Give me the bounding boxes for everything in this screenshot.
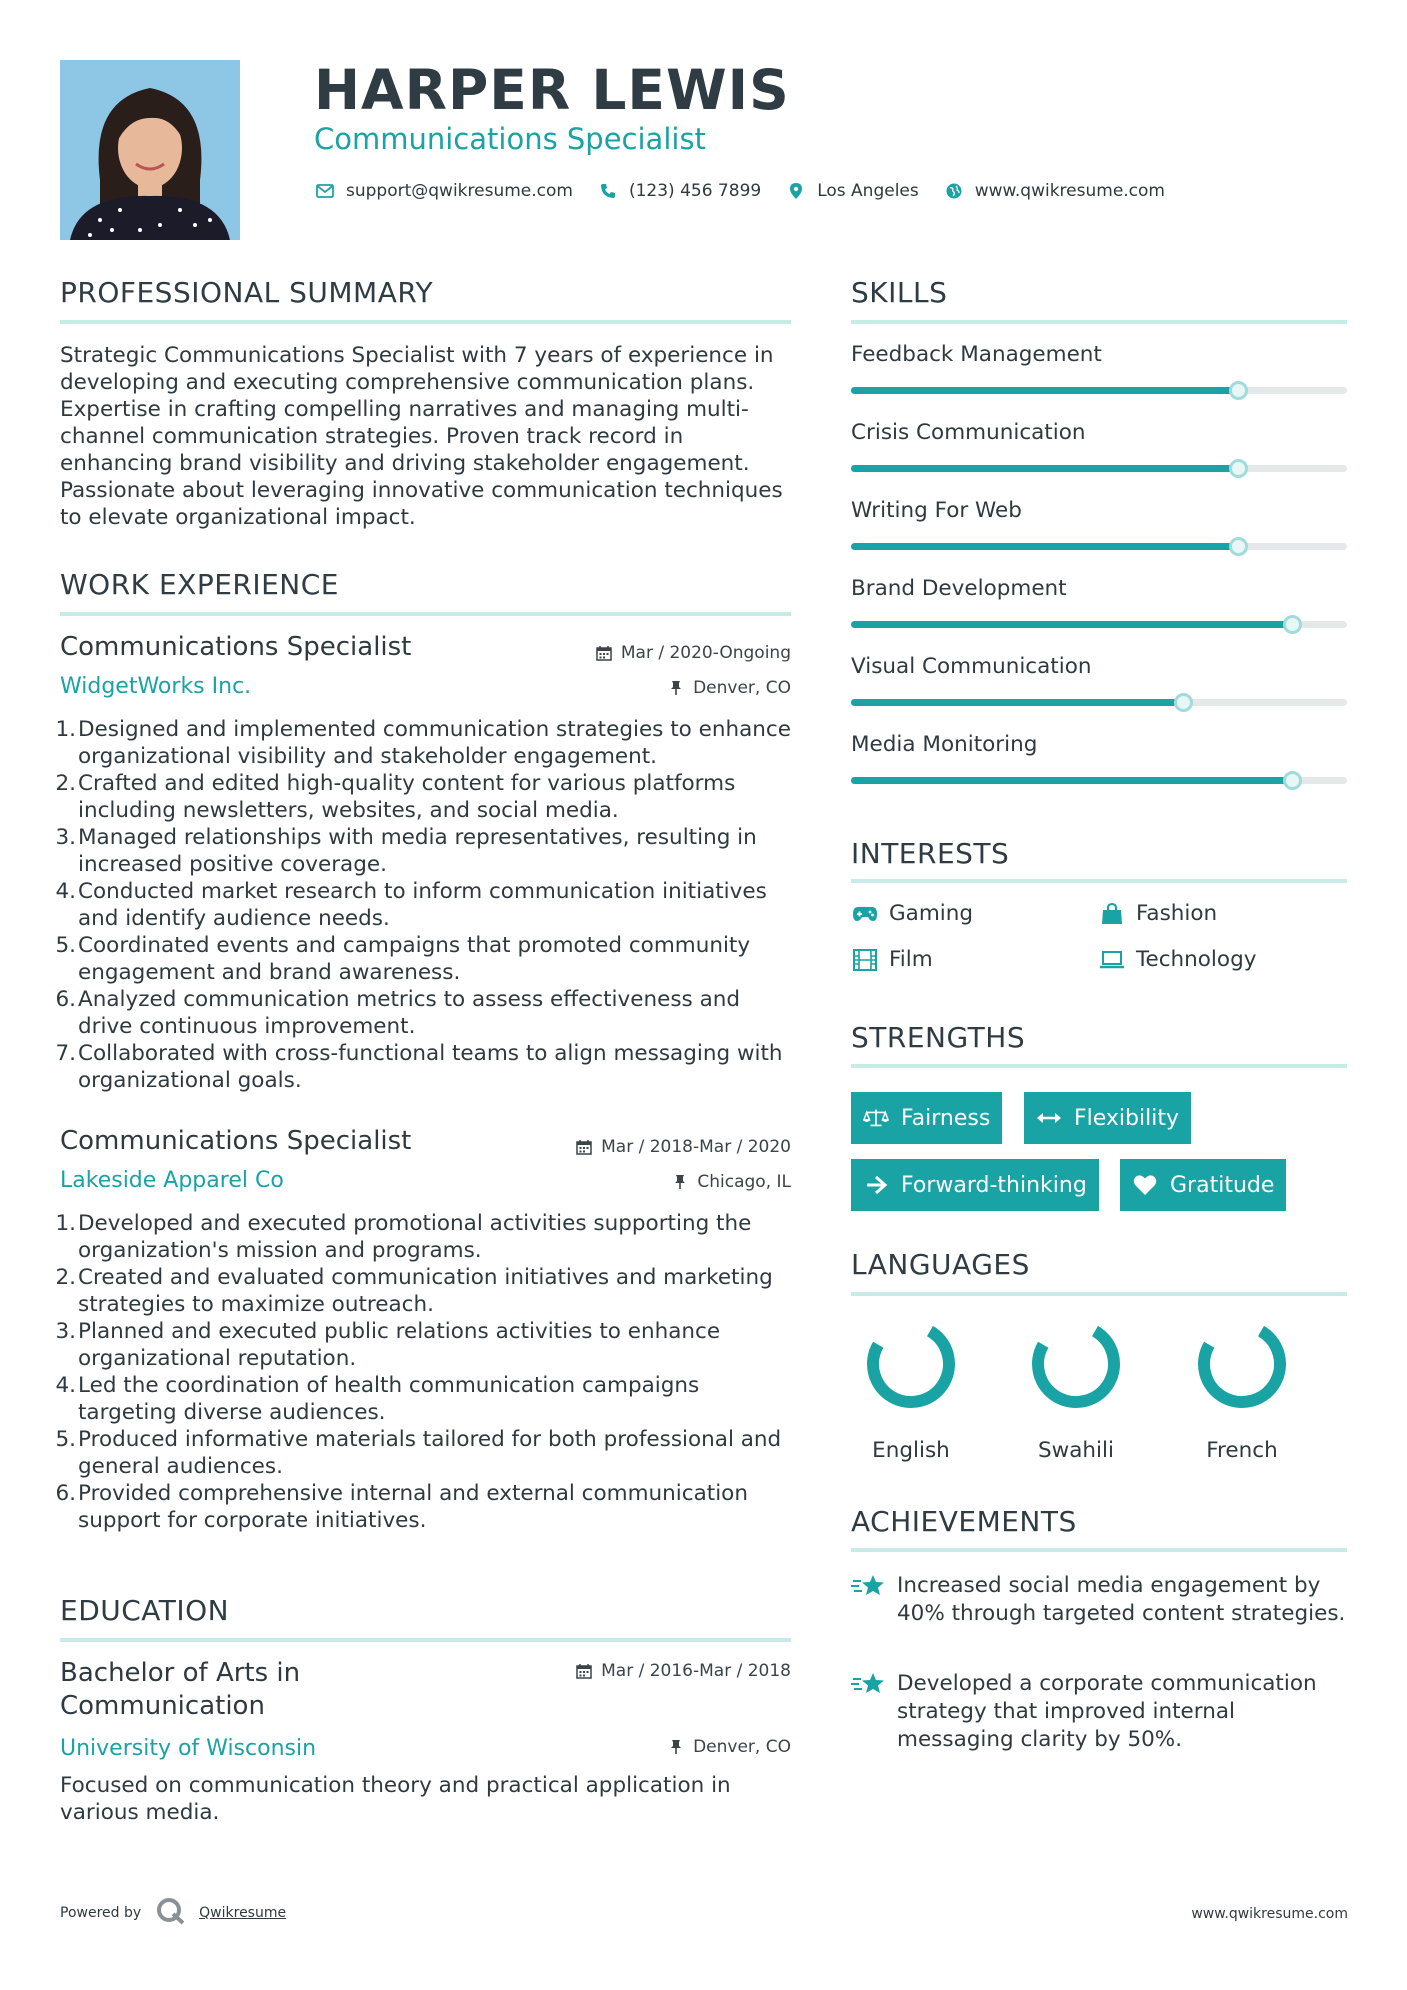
strengths-rule — [851, 1064, 1347, 1068]
experience-heading: WORK EXPERIENCE — [60, 568, 339, 601]
contact-email[interactable] — [314, 180, 573, 202]
achievements-rule — [851, 1548, 1347, 1552]
skill-bar — [851, 621, 1347, 628]
calendar-icon — [575, 1138, 593, 1156]
education-description: Focused on communication theory and practical application in various media. — [60, 1773, 731, 1825]
pushpin-icon — [667, 1738, 685, 1756]
list-item: 4. Led the coordination of health communication campaigns targeting diverse audiences. — [55, 1373, 700, 1425]
arrows-horizontal-icon — [1036, 1106, 1062, 1130]
summary-rule — [60, 320, 791, 324]
strength-label: Forward-thinking — [901, 1172, 1087, 1198]
footer-powered-by — [60, 1896, 286, 1930]
strength-label: Fairness — [901, 1105, 991, 1131]
interests-heading: INTERESTS — [851, 837, 1010, 870]
job-location — [671, 1172, 791, 1192]
experience-rule — [60, 612, 791, 616]
job-bullets — [55, 716, 800, 1094]
company-name: WidgetWorks Inc. — [60, 674, 252, 699]
phone-text: (123) 456 7899 — [628, 181, 762, 201]
languages-heading: LANGUAGES — [851, 1248, 1030, 1281]
summary-heading: PROFESSIONAL SUMMARY — [60, 276, 434, 309]
list-item: 6. Provided comprehensive internal and external communication support for corporate initiatives. — [55, 1481, 748, 1533]
language-label: Swahili — [1038, 1438, 1114, 1463]
list-item: 5. Coordinated events and campaigns that promoted community engagement and brand awareness. — [55, 933, 751, 985]
job-location-text: Chicago, IL — [697, 1172, 791, 1192]
footer-website[interactable]: www.qwikresume.com — [1191, 1906, 1348, 1922]
map-pin-icon — [785, 180, 807, 202]
list-item: 4. Conducted market research to inform communication initiatives and identify audience needs. — [55, 879, 767, 931]
skill-name: Writing For Web — [851, 498, 1022, 523]
calendar-icon — [595, 644, 613, 662]
list-item: 5. Produced informative materials tailored for both professional and general audiences. — [55, 1427, 782, 1479]
interest-item — [851, 901, 973, 926]
strength-badge — [1024, 1092, 1191, 1144]
list-item: 2. Created and evaluated communication initiatives and marketing strategies to maximize outreach. — [55, 1265, 773, 1317]
summary-text: Strategic Communications Specialist with 7 years of experience in developing and executing comprehensive communication plans. Expertise in crafting compelling narratives and managing multi-channel communication strategies. Proven track record in enhancing brand visibility and driving stakeholder engagement. Passionate about leveraging innovative communication techniques to elevate organizational impact. — [60, 343, 783, 530]
contact-location — [785, 180, 919, 202]
strength-badge — [1120, 1159, 1286, 1211]
interests-rule — [851, 879, 1347, 883]
languages-rule — [851, 1292, 1347, 1296]
skill-name: Media Monitoring — [851, 732, 1038, 757]
language-ring — [1194, 1316, 1290, 1412]
achievement-text: Developed a corporate communication strategy that improved internal messaging clarity by 50%. — [897, 1671, 1317, 1752]
list-item: 1. Developed and executed promotional activities supporting the organization's mission and programs. — [55, 1211, 752, 1263]
list-item: 3. Managed relationships with media representatives, resulting in increased positive coverage. — [55, 825, 757, 877]
interest-label: Technology — [1136, 947, 1257, 972]
strength-badge — [851, 1092, 1002, 1144]
strength-label: Gratitude — [1170, 1172, 1275, 1198]
job-dates — [595, 643, 791, 663]
envelope-icon — [314, 180, 336, 202]
achievement-item — [851, 1670, 1351, 1754]
skill-name: Crisis Communication — [851, 420, 1086, 445]
skill-name: Visual Communication — [851, 654, 1092, 679]
shopping-bag-icon — [1098, 902, 1126, 926]
education-heading: EDUCATION — [60, 1594, 230, 1627]
contact-website[interactable] — [943, 180, 1165, 202]
list-item: 2. Crafted and edited high-quality content for various platforms including newsletters, websites, and social media. — [55, 771, 736, 823]
job-location — [667, 678, 791, 698]
skill-bar-fill — [851, 465, 1238, 472]
contact-row — [314, 180, 1189, 202]
education-location — [667, 1737, 791, 1757]
achievement-text: Increased social media engagement by 40% through targeted content strategies. — [897, 1573, 1346, 1626]
achievement-item — [851, 1572, 1351, 1628]
skill-name: Brand Development — [851, 576, 1067, 601]
calendar-icon — [575, 1662, 593, 1680]
gamepad-icon — [851, 902, 879, 926]
language-item — [1001, 1316, 1151, 1463]
skill-bar — [851, 465, 1347, 472]
contact-phone[interactable] — [597, 180, 761, 202]
qwikresume-logo-icon — [155, 1896, 187, 1930]
skill-level-knob — [1229, 459, 1248, 478]
job-title: Communications Specialist — [60, 1126, 412, 1156]
star-trophy-icon — [851, 1572, 887, 1602]
company-name: Lakeside Apparel Co — [60, 1168, 284, 1193]
candidate-title: Communications Specialist — [314, 122, 706, 156]
powered-by-label: Powered by — [60, 1905, 142, 1921]
skills-rule — [851, 320, 1347, 324]
star-trophy-icon — [851, 1670, 887, 1700]
website-text: www.qwikresume.com — [974, 181, 1165, 201]
strength-badge — [851, 1159, 1099, 1211]
language-label: English — [872, 1438, 950, 1463]
skill-bar — [851, 543, 1347, 550]
strength-label: Flexibility — [1074, 1105, 1179, 1131]
education-location-text: Denver, CO — [693, 1737, 791, 1757]
job-dates-text: Mar / 2018-Mar / 2020 — [601, 1137, 791, 1157]
language-item — [1167, 1316, 1317, 1463]
list-item: 7. Collaborated with cross-functional teams to align messaging with organizational goals. — [55, 1041, 783, 1093]
skill-bar — [851, 699, 1347, 706]
interest-item — [1098, 901, 1217, 926]
skill-level-knob — [1229, 537, 1248, 556]
skill-bar-fill — [851, 777, 1292, 784]
skill-level-knob — [1174, 693, 1193, 712]
skill-bar-fill — [851, 543, 1238, 550]
interest-label: Gaming — [889, 901, 974, 926]
job-bullets — [55, 1210, 800, 1534]
skill-level-knob — [1283, 615, 1302, 634]
list-item: 3. Planned and executed public relations activities to enhance organizational reputation. — [55, 1319, 721, 1371]
interest-label: Film — [889, 947, 933, 972]
film-icon — [851, 948, 879, 972]
interest-label: Fashion — [1136, 901, 1218, 926]
strengths-heading: STRENGTHS — [851, 1021, 1026, 1054]
skills-heading: SKILLS — [851, 276, 948, 309]
candidate-name: HARPER LEWIS — [314, 58, 790, 122]
job-location-text: Denver, CO — [693, 678, 791, 698]
interest-item — [1098, 947, 1256, 972]
language-ring — [1028, 1316, 1124, 1412]
job-dates-text: Mar / 2020-Ongoing — [620, 643, 791, 663]
education-dates-text: Mar / 2016-Mar / 2018 — [601, 1661, 791, 1681]
skill-bar-fill — [851, 387, 1238, 394]
qwikresume-link[interactable]: Qwikresume — [199, 1905, 287, 1921]
job-dates — [575, 1137, 791, 1157]
profile-photo — [60, 60, 240, 240]
skill-bar — [851, 387, 1347, 394]
skill-level-knob — [1229, 381, 1248, 400]
skill-level-knob — [1283, 771, 1302, 790]
language-item — [836, 1316, 986, 1463]
arrow-right-icon — [863, 1173, 889, 1197]
globe-icon — [943, 180, 965, 202]
interest-item — [851, 947, 933, 972]
language-label: French — [1206, 1438, 1278, 1463]
language-ring — [863, 1316, 959, 1412]
achievements-heading: ACHIEVEMENTS — [851, 1505, 1077, 1538]
list-item: 1. Designed and implemented communication strategies to enhance organizational visibility and stakeholder engagement. — [55, 717, 791, 769]
pushpin-icon — [671, 1173, 689, 1191]
heart-icon — [1132, 1173, 1158, 1197]
phone-icon — [597, 180, 619, 202]
education-rule — [60, 1638, 791, 1642]
skill-name: Feedback Management — [851, 342, 1102, 367]
degree-title: Bachelor of Arts in Communication — [60, 1658, 301, 1721]
email-text: support@qwikresume.com — [346, 181, 573, 201]
skill-bar-fill — [851, 621, 1292, 628]
skill-bar-fill — [851, 699, 1183, 706]
balance-scale-icon — [863, 1106, 889, 1130]
education-dates — [575, 1661, 791, 1681]
list-item: 6. Analyzed communication metrics to assess effectiveness and drive continuous improvement. — [55, 987, 741, 1039]
pushpin-icon — [667, 679, 685, 697]
job-title: Communications Specialist — [60, 632, 412, 662]
location-text: Los Angeles — [817, 181, 919, 201]
skill-bar — [851, 777, 1347, 784]
laptop-icon — [1098, 948, 1126, 972]
school-name: University of Wisconsin — [60, 1736, 317, 1761]
